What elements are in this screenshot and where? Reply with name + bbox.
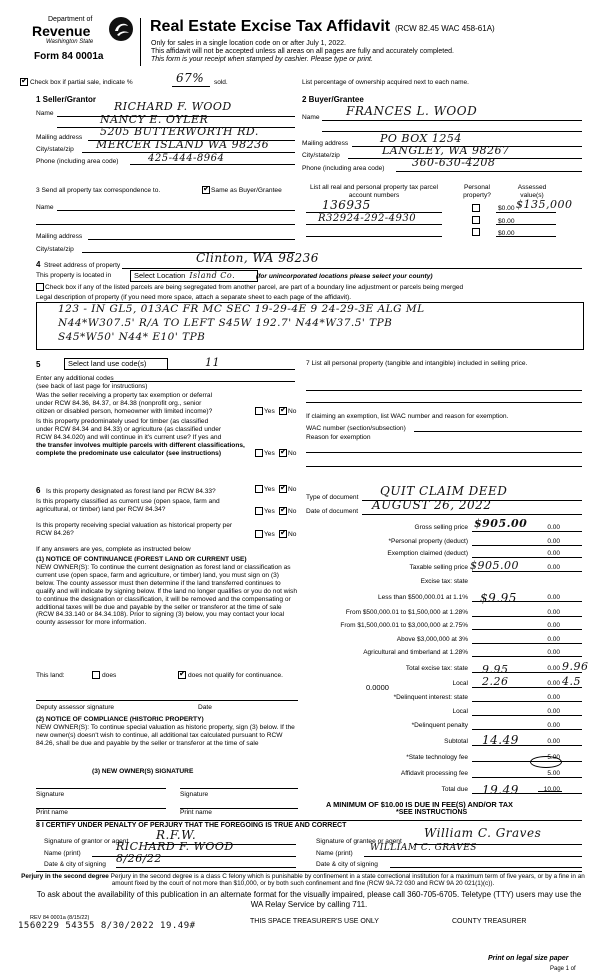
seller-phone: 425-444-8964	[148, 153, 225, 164]
perjury-note: Perjury in the second degree Perjury in the second degree is a class C felony which is punishable by confinement in a state correctional institution for a maximum term of five years, or by a fine in an amount fixed by the court of not more than $10,000, or by both such confinement and fine (RCW 9A.72 030 and RCW 9A 20 021(1)(c)).	[21, 873, 585, 888]
deputy-label: Deputy assessor signature	[36, 704, 115, 711]
legal-label: Legal description of property (if you need more space, attach a separate sheet to each page of the affidavit).	[36, 294, 352, 301]
margin-local: 4.5	[562, 675, 581, 688]
location-select-label: Select Location	[134, 271, 186, 280]
timber-line-2: under RCW 84.34 and 84.33) or agriculture (as classified under	[36, 426, 222, 433]
this-land-label: This land:	[36, 672, 65, 679]
local-rate: 0.0000	[366, 683, 389, 692]
buyer-name-label: Name	[302, 114, 320, 121]
calc-label-10: Total excise tax: state	[405, 665, 468, 672]
legal-line-1: 123 - IN GL5, 013AC FR MC SEC 19-29-4E 9 24-29-3E ALG ML	[58, 303, 425, 315]
land-use-handwritten: 11	[205, 356, 220, 369]
segregated-checkbox[interactable]	[36, 283, 44, 291]
calc-label-2: Exemption claimed (deduct)	[387, 550, 468, 557]
parcel-1: 136935	[322, 198, 371, 212]
seller-city-label: City/state/zip	[36, 146, 74, 153]
q1-yes-checkbox[interactable]	[255, 485, 263, 493]
less-than-handwritten: $9.95	[480, 591, 517, 605]
s7-heading: 7 List all personal property (tangible and intangible) included in selling price.	[306, 360, 528, 367]
same-as-buyer-label: Same as Buyer/Grantee	[211, 187, 282, 194]
timber-yes-checkbox[interactable]	[255, 449, 263, 457]
s5-heading: 5	[36, 360, 41, 369]
notice2-text: NEW OWNER(S): To continue special valuation as historic property, sign (3) below. If the new owner(s) doesn't wish to continue, all additional tax calculated pursuant to RCW 84.26, shall be due and payable by the seller or transferor at the time of sale	[36, 724, 295, 747]
timber-no-label: No	[288, 450, 297, 457]
form-title-row	[150, 18, 495, 36]
does-not-label: does not qualify for continuance.	[188, 672, 283, 679]
local-handwritten: 2.26	[482, 675, 509, 688]
county-treasurer: COUNTY TREASURER	[452, 918, 527, 925]
grantor-name-print: RICHARD F. WOOD	[116, 840, 234, 853]
calc-value-8: 0.00	[547, 636, 560, 643]
calc-label-13: Local	[452, 708, 468, 715]
personal-checkbox-1[interactable]	[472, 204, 480, 212]
calc-value-14: 0.00	[547, 722, 560, 729]
s8-heading: 8 I CERTIFY UNDER PENALTY OF PERJURY THAT THE FOREGOING IS TRUE AND CORRECT	[36, 822, 347, 829]
personal-checkbox-3[interactable]	[472, 228, 480, 236]
grantee-signature: William C. Graves	[424, 826, 542, 840]
calc-value-16: 5.00	[547, 754, 560, 761]
legal-line-3: S45*W50' N44* E10' TPB	[58, 331, 206, 343]
q1-yes-label: Yes	[264, 486, 275, 493]
s6-heading: 6	[36, 486, 41, 495]
calc-label-15: Subtotal	[444, 738, 468, 745]
calc-value-0: 0.00	[547, 524, 560, 531]
due-handwritten: 19.49	[482, 783, 519, 797]
calc-label-0: Gross selling price	[414, 524, 468, 531]
perjury-text: Perjury in the second degree is a class C felony which is punishable by confinement in a state correctional institution for a maximum term of five years, or by a fine in an amount fixed by the court of not more than $10,000, or by both such confinement and fine (RCW 9A.72 030 and RCW 9A 20 021(1)(c)).	[110, 873, 585, 888]
sig3-print-1: Print name	[36, 809, 68, 816]
notice1-heading: (1) NOTICE OF CONTINUANCE (FOREST LAND OR CURRENT USE)	[36, 556, 247, 563]
grantor-signature: R.F.W.	[156, 828, 197, 842]
s5-line-1: Enter any additional codes	[36, 375, 114, 382]
sig-grantor-label: Signature of grantor or agent	[44, 838, 129, 845]
page-number: Page 1 of	[550, 966, 576, 972]
calc-label-16: *State technology fee	[406, 754, 468, 761]
parcel-header: List all real and personal property tax parcel account numbers	[310, 184, 438, 199]
minimum-note: A MINIMUM OF $10.00 IS DUE IN FEE(S) AND/OR TAX	[326, 800, 513, 809]
seller-city: MERCER ISLAND WA 98236	[96, 138, 270, 151]
buyer-city-label: City/state/zip	[302, 152, 340, 159]
exemption-yes-checkbox[interactable]	[255, 407, 263, 415]
calc-label-11: Local	[452, 680, 468, 687]
dept-line2: Revenue	[32, 23, 91, 39]
calc-value-5: 0.00	[547, 594, 560, 601]
location-note: (for unincorporated locations please select your county)	[256, 273, 433, 280]
calc-label-12: *Delinquent interest: state	[393, 694, 468, 701]
due-strike	[538, 791, 562, 792]
s6-q2: Is this property classified as current use (open space, farm and agricultural, or timber) land per RCW 84.34?	[36, 498, 220, 513]
exemption-yes-label: Yes	[264, 408, 275, 415]
grantee-date-label: Date & city of signing	[316, 861, 378, 868]
grantor-name-label: Name (print)	[44, 850, 81, 857]
assessed-1: $0.00	[498, 205, 515, 212]
seller-heading: 1 Seller/Grantor	[36, 95, 97, 104]
buyer-mail-label: Mailing address	[302, 140, 349, 147]
location-select[interactable]	[130, 270, 258, 282]
s6-q3: Is this property receiving special valuation as historical property per RCW 84.26?	[36, 522, 233, 537]
type-handwritten: QUIT CLAIM DEED	[380, 484, 508, 498]
q1-no-checkbox[interactable]	[279, 485, 287, 493]
header-note-2: This affidavit will not be accepted unless all areas on all pages are fully and accurately completed.	[151, 48, 454, 55]
calc-value-2: 0.00	[547, 550, 560, 557]
seller-name-label: Name	[36, 110, 54, 117]
calc-value-13: 0.00	[547, 708, 560, 715]
buyer-heading: 2 Buyer/Grantee	[302, 95, 364, 104]
sig3-heading: (3) NEW OWNER(S) SIGNATURE	[92, 768, 194, 775]
buyer-mail: PO BOX 1254	[380, 132, 462, 145]
buyer-phone: 360-630-4208	[412, 156, 496, 169]
calc-value-7: 0.00	[547, 622, 560, 629]
calc-value-9: 0.00	[547, 649, 560, 656]
timber-line-3: RCW 84.34.020) and will continue in it's current use? If yes and	[36, 434, 222, 441]
same-as-buyer-checkbox[interactable]	[202, 186, 210, 194]
location-select-handwritten: Island Co.	[189, 271, 236, 280]
form-number: Form 84 0001a	[34, 51, 104, 62]
s4-heading: 4	[36, 260, 41, 269]
calc-label-14: *Delinquent penalty	[411, 722, 468, 729]
form-title: Real Estate Excise Tax Affidavit	[150, 18, 391, 35]
q1-no-label: No	[288, 486, 297, 493]
calc-label-9: Agricultural and timberland at 1.28%	[363, 649, 468, 656]
does-not-checkbox[interactable]	[178, 671, 186, 679]
seller-name-1: RICHARD F. WOOD	[114, 100, 232, 113]
calc-value-18: 10.00	[543, 786, 560, 793]
calc-value-1: 0.00	[547, 538, 560, 545]
subtotal-handwritten: 14.49	[482, 733, 519, 747]
timber-line-4: the transfer involves multiple parcels with different classifications,	[36, 442, 245, 449]
seller-name-2: NANCY E. OYLER	[100, 113, 209, 126]
calc-value-15: 0.00	[547, 738, 560, 745]
exemption-no-checkbox[interactable]	[279, 407, 287, 415]
treasurer-only: THIS SPACE TREASURER'S USE ONLY	[250, 918, 379, 925]
q2-no-checkbox[interactable]	[279, 507, 287, 515]
calc-label-1: *Personal property (deduct)	[388, 538, 468, 545]
cashier-stamp: 1560229 54355 8/30/2022 19.49#	[18, 921, 196, 931]
alt-format-note: To ask about the availability of this publication in an alternate format for the visually impaired, please call 360-705-6705. Teletype (TTY) users may use the WA Relay Service by calling 711.	[36, 890, 582, 909]
calc-label-6: From $500,000.01 to $1,500,000 at 1.28%	[345, 609, 468, 616]
section3-heading: 3 Send all property tax correspondence to.	[36, 187, 161, 194]
rev-number: REV 84 0001a (8/15/22)	[30, 915, 90, 921]
s3-mail-label: Mailing address	[36, 233, 83, 240]
calc-label-7: From $1,500,000.01 to $3,000,000 at 2.75%	[340, 622, 468, 629]
q3-no-checkbox[interactable]	[279, 530, 287, 538]
form-rcw: (RCW 82.45 WAC 458-61A)	[394, 24, 495, 33]
calc-label-3: Taxable selling price	[409, 564, 468, 571]
partial-percent: 67%	[176, 71, 205, 85]
buyer-name-1: FRANCES L. WOOD	[346, 104, 478, 118]
sig3-signature-2: Signature	[180, 791, 209, 798]
q3-yes-checkbox[interactable]	[255, 530, 263, 538]
timber-no-checkbox[interactable]	[279, 449, 287, 457]
q2-yes-checkbox[interactable]	[255, 507, 263, 515]
timber-yes-label: Yes	[264, 450, 275, 457]
exemption-no-label: No	[288, 408, 297, 415]
calc-value-17: 5.00	[547, 770, 560, 777]
type-label: Type of document	[306, 494, 359, 501]
s6-q1: Is this property designated as forest land per RCW 84.33?	[46, 488, 216, 495]
calc-label-8: Above $3,000,000 at 3%	[396, 636, 468, 643]
tech-fee-circle	[530, 756, 562, 768]
sig3-print-2: Print name	[180, 809, 212, 816]
located-label: This property is located in	[36, 272, 112, 279]
calc-value-3: 0.00	[547, 564, 560, 571]
header-note-1: Only for sales in a single location code on or after July 1, 2022.	[151, 40, 346, 47]
s3-name-label: Name	[36, 204, 54, 211]
assessed-header: Assessed value(s)	[517, 184, 547, 199]
wac-label: WAC number (section/subsection)	[306, 425, 406, 432]
seller-mail: 5205 BUTTERWORTH RD.	[100, 125, 259, 138]
total-state-handwritten: 9.95	[482, 663, 509, 676]
street-label: Street address of property	[44, 262, 121, 269]
seller-mail-label: Mailing address	[36, 134, 83, 141]
buyer-city: LANGLEY, WA 98267	[382, 144, 510, 157]
dept-line3: Washington State	[46, 39, 94, 45]
grantor-date-label: Date & city of signing	[44, 861, 106, 868]
calc-value-10: 0.00	[547, 665, 560, 672]
exempt-note: If claiming an exemption, list WAC number and reason for exemption.	[306, 413, 509, 420]
q2-yes-label: Yes	[264, 508, 275, 515]
timber-line-5: complete the predominate use calculator (see instructions)	[36, 450, 222, 457]
grantee-name-label: Name (print)	[316, 850, 353, 857]
calc-value-11: 0.00	[547, 680, 560, 687]
calc-value-12: 0.00	[547, 694, 560, 701]
calc-label-18: Total due	[441, 786, 468, 793]
partial-label: Check box if partial sale, indicate %	[30, 79, 133, 86]
grantor-date: 8/26/22	[116, 852, 162, 865]
dept-line1: Department of	[48, 16, 93, 23]
date-doc-label: Date of document	[306, 508, 359, 515]
date-doc-handwritten: AUGUST 26, 2022	[372, 498, 492, 512]
reason-label: Reason for exemption	[306, 434, 371, 441]
partial-sale-checkbox[interactable]	[20, 78, 28, 86]
dor-swirl-icon	[108, 16, 134, 42]
does-label: does	[102, 672, 117, 679]
does-checkbox[interactable]	[92, 671, 100, 679]
partial-suffix: sold.	[214, 79, 228, 86]
grantee-name-print: WILLIAM C. GRAVES	[370, 843, 477, 853]
q2-no-label: No	[288, 508, 297, 515]
assessed-2: $0.00	[498, 218, 515, 225]
header-note-3: This form is your receipt when stamped by cashier. Please type or print.	[151, 56, 373, 63]
q3-yes-label: Yes	[264, 531, 275, 538]
see-instructions: *SEE INSTRUCTIONS	[396, 809, 468, 816]
seller-phone-label: Phone (including area code)	[36, 158, 119, 165]
margin-total: 9.96	[562, 660, 589, 673]
q3-no-label: No	[288, 531, 297, 538]
s5-line-2: (see back of last page for instructions)	[36, 383, 148, 390]
land-use-select-label: Select land use code(s)	[68, 359, 147, 368]
dor-logo	[18, 14, 136, 50]
calc-label-4: Excise tax: state	[420, 578, 468, 585]
parcel-2: R32924-292-4930	[318, 213, 417, 224]
s3-city-label: City/state/zip	[36, 246, 74, 253]
print-legal: Print on legal size paper	[488, 955, 569, 962]
notice2-heading: (2) NOTICE OF COMPLIANCE (HISTORIC PROPERTY)	[36, 716, 204, 723]
legal-line-2: N44*W307.5' R/A TO LEFT S45W 192.7' N44*W37.5' TPB	[58, 317, 393, 329]
personal-checkbox-2[interactable]	[472, 216, 480, 224]
deputy-date-label: Date	[198, 704, 212, 711]
personal-header: Personal property?	[463, 184, 491, 199]
calc-value-6: 0.00	[547, 609, 560, 616]
sig-grantee-label: Signature of grantee or agent	[316, 838, 402, 845]
s5-line-4: under RCW 84.36, 84.37, or 84.38 (nonprofit org., senior	[36, 400, 202, 407]
s6-note: If any answers are yes, complete as instructed below	[36, 546, 191, 553]
partial-right-note: List percentage of ownership acquired next to each name.	[302, 79, 469, 86]
segregated-label: Check box if any of the listed parcels are being segregated from another parcel, are part of a boundary line adjustment or parcels being merged	[45, 284, 464, 291]
calc-label-17: Affidavit processing fee	[400, 770, 468, 777]
land-use-select[interactable]	[64, 358, 168, 370]
buyer-phone-label: Phone (including area code)	[302, 165, 385, 172]
assessed-3: $0.00	[498, 230, 515, 237]
s5-line-5: citizen or disabled person, homeowner with limited income)?	[36, 408, 213, 415]
calc-label-5: Less than $500,000.01 at 1.1%	[378, 594, 468, 601]
sig3-signature-1: Signature	[36, 791, 65, 798]
s5-line-3: Was the seller receiving a property tax exemption or deferral	[36, 392, 213, 399]
timber-line-1: Is this property predominately used for timber (as classified	[36, 418, 209, 425]
notice1-text: NEW OWNER(S): To continue the current designation as forest land or classification as current use (open space, farm and agriculture, or timber) land, you must sign on (3) below. The county assessor must then determine if the land transferred continues to qualify and will indicate by signing below. If the land no longer qualifies or you do not wish to continue the designation or classification, it will be removed and the compensating or additional taxes will be due and payable by the seller or transferor at the time of sale (RCW 84.33.140 or 84.34.108). Prior to signing (3) below, you may contact your local county assessor for more information.	[36, 564, 297, 627]
street-address: Clinton, WA 98236	[196, 251, 319, 265]
assessed-1-handwritten: $135,000	[516, 198, 573, 211]
gross-handwritten: $905.00	[474, 517, 528, 530]
taxable-handwritten: $905.00	[470, 559, 519, 572]
